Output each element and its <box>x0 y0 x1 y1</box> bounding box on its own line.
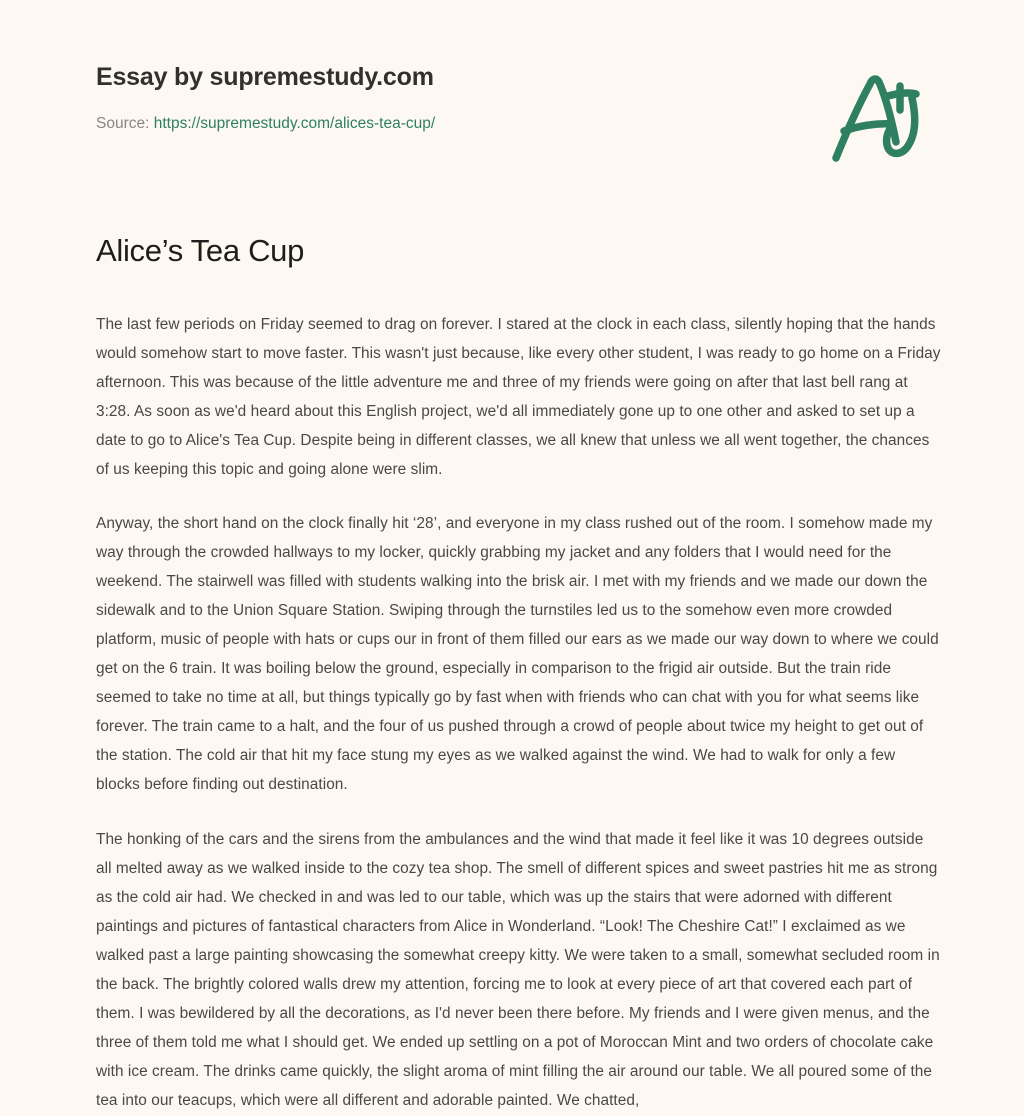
page-header <box>0 0 1024 200</box>
source-url-link[interactable]: https://supremestudy.com/alices-tea-cup/ <box>153 115 436 132</box>
source-label: Source: <box>96 115 150 132</box>
article-paragraph: Anyway, the short hand on the clock finally hit ‘28’, and everyone in my class rushed out of the room. I somehow made my way through the crowded hallways to my locker, quickly grabbing my jacket and any folders that I would need for the weekend. The stairwell was filled with students walking into the brisk air. I met with my friends and we made our down the sidewalk and to the Union Square Station. Swiping through the turnstiles led us to the somehow even more crowded platform, music of people with hats or cups our in front of them filled our ears as we made our way down to where we could get on the 6 train. It was boiling below the ground, especially in comparison to the frigid air outside. But the train ride seemed to take no time at all, but things typically go by fast when with friends who can chat with you for what seems like forever. The train came to a halt, and the four of us pushed through a crowd of people about twice my height to get out of the station. The cold air that hit my face stung my eyes as we walked against the wind. We had to walk for only a few blocks before finding out destination. <box>96 515 939 794</box>
header-left-block <box>96 62 435 134</box>
page-title: Alice’s Tea Cup <box>96 233 305 268</box>
a-plus-logo-icon <box>824 68 934 168</box>
essay-by-heading: Essay by supremestudy.com <box>96 63 434 91</box>
article-body <box>96 311 942 1116</box>
source-line <box>96 115 435 134</box>
article-paragraph: The last few periods on Friday seemed to drag on forever. I stared at the clock in each class, silently hoping that the hands would somehow start to move faster. This wasn't just because, like every other student, I was ready to go home on a Friday afternoon. This was because of the little adventure me and three of my friends were going on after that last bell rang at 3:28. As soon as we'd heard about this English project, we'd all immediately gone up to one other and asked to set up a date to go to Alice's Tea Cup. Despite being in different classes, we all knew that unless we all went together, the chances of us keeping this topic and going alone were slim. <box>96 315 941 478</box>
article <box>96 232 942 1116</box>
article-paragraph: The honking of the cars and the sirens from the ambulances and the wind that made it feel like it was 10 degrees outside all melted away as we walked inside to the cozy tea shop. The smell of different spices and sweet pastries hit me as strong as the cold air had. We checked in and was led to our table, which was up the stairs that were adorned with different paintings and pictures of fantastical characters from Alice in Wonderland. “Look! The Cheshire Cat!” I exclaimed as we walked past a large painting showcasing the somewhat creepy kitty. We were taken to a small, somewhat secluded room in the back. The brightly colored walls drew my attention, forcing me to look at every piece of art that covered each part of them. I was bewildered by all the decorations, as I'd never been there before. My friends and I were given menus, and the three of them told me what I should get. We ended up settling on a pot of Moroccan Mint and two orders of chocolate cake with ice cream. The drinks came quickly, the slight aroma of mint filling the air around our table. We all poured some of the tea into our teacups, which were all different and adorable painted. We chatted, <box>96 831 940 1109</box>
